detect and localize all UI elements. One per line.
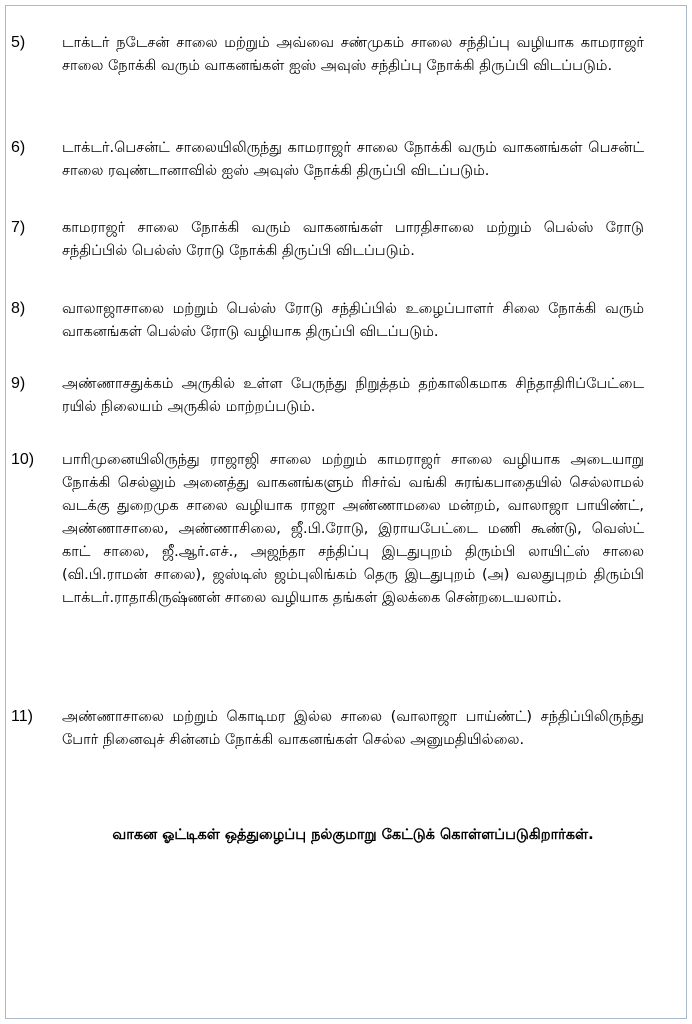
item-number: 5) — [11, 34, 26, 51]
item-number: 10) — [11, 451, 35, 468]
item-number: 6) — [11, 139, 26, 156]
item-number: 7) — [11, 219, 26, 236]
item-text: டாக்டர்.பெசன்ட் சாலையிலிருந்து காமராஜர் சாலை நோக்கி வரும் வாகனங்கள் பெசன்ட் சாலை ரவுண்டானாவில் ஐஸ் அவுஸ் நோக்கி திருப்பி விடப்படும். — [62, 140, 644, 179]
document-page — [5, 5, 687, 1019]
item-text: பாரிமுனையிலிருந்து ராஜாஜி சாலை மற்றும் காமராஜர் சாலை வழியாக அடையாறு நோக்கி செல்லும் அனைத்து வாகனங்களும் ரிசர்வ் வங்கி சுரங்கபாதையில் செல்லாமல் வடக்கு துறைமுக சாலை வழியாக ராஜா அண்ணாமலை மன்றம், வாலாஜா பாயிண்ட், அண்ணாசாலை, அண்ணாசிலை, ஜீ.பி.ரோடு, இராயபேட்டை மணி கூண்டு, வெஸ்ட் காட் சாலை, ஜீ.ஆர்.எச்., அஜந்தா சந்திப்பு இடதுபுறம் திரும்பி லாயிட்ஸ் சாலை (வி.பி.ராமன் சாலை), ஜஸ்டிஸ் ஜம்புலிங்கம் தெரு இடதுபுறம் (அ) வலதுபுறம் திரும்பி டாக்டர்.ராதாகிருஷ்ணன் சாலை வழியாக தங்கள் இலக்கை சென்றடையலாம். — [62, 452, 644, 606]
item-text: அண்ணாசாலை மற்றும் கொடிமர இல்ல சாலை (வாலாஜா பாய்ண்ட்) சந்திப்பிலிருந்து போர் நினைவுச் சின்னம் நோக்கி வாகனங்கள் செல்ல அனுமதியில்லை. — [62, 709, 644, 748]
item-number: 9) — [11, 375, 26, 392]
item-text: காமராஜர் சாலை நோக்கி வரும் வாகனங்கள் பாரதிசாலை மற்றும் பெல்ஸ் ரோடு சந்திப்பில் பெல்ஸ் ரோடு நோக்கி திருப்பி விடப்படும். — [62, 220, 644, 259]
item-text: டாக்டர் நடேசன் சாலை மற்றும் அவ்வை சண்முகம் சாலை சந்திப்பு வழியாக காமராஜர் சாலை நோக்கி வரும் வாகனங்கள் ஐஸ் அவுஸ் சந்திப்பு நோக்கி திருப்பி விடப்படும். — [62, 35, 644, 74]
closing-note: வாகன ஓட்டிகள் ஒத்துழைப்பு நல்குமாறு கேட்டுக் கொள்ளப்படுகிறார்கள். — [112, 827, 594, 843]
item-number: 8) — [11, 300, 26, 317]
item-text: வாலாஜாசாலை மற்றும் பெல்ஸ் ரோடு சந்திப்பில் உழைப்பாளர் சிலை நோக்கி வரும் வாகனங்கள் பெல்ஸ் ரோடு வழியாக திருப்பி விடப்படும். — [62, 301, 644, 340]
item-number: 11) — [11, 708, 33, 725]
item-text: அண்ணாசதுக்கம் அருகில் உள்ள பேருந்து நிறுத்தம் தற்காலிகமாக சிந்தாதிரிப்பேட்டை ரயில் நிலையம் அருகில் மாற்றப்படும். — [62, 376, 644, 415]
